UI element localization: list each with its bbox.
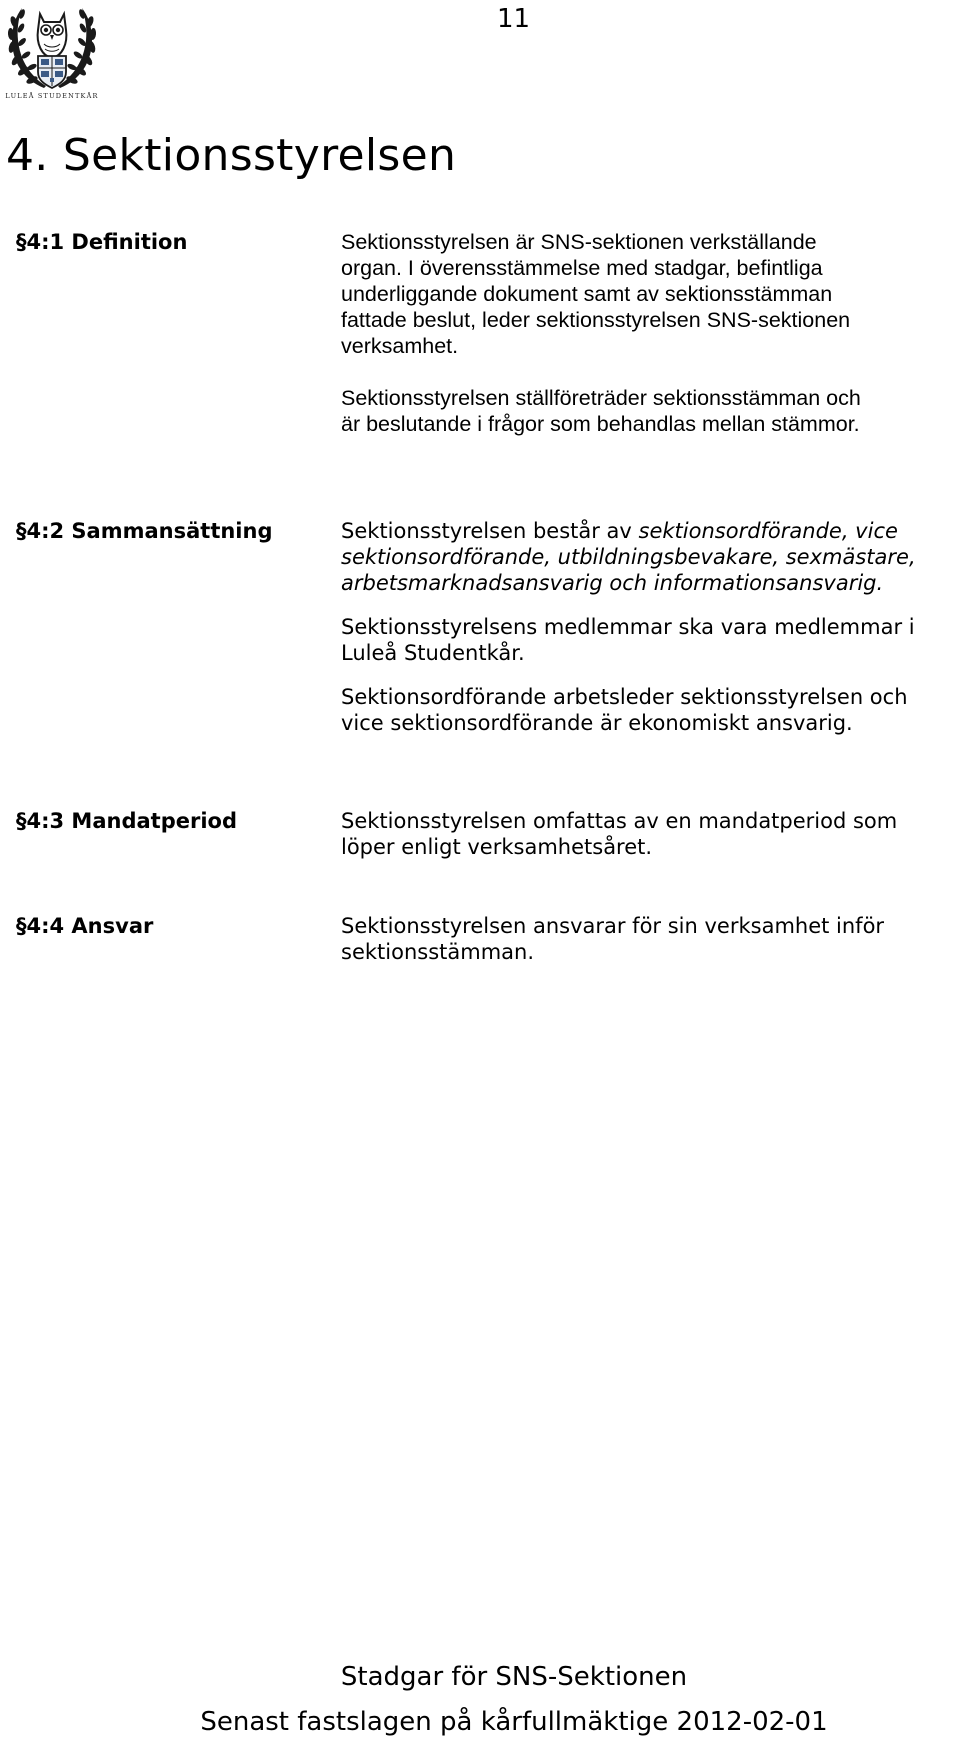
owl-crest-logo-icon bbox=[4, 0, 100, 92]
composition-prefix: Sektionsstyrelsen består av bbox=[341, 519, 639, 543]
section-label: §4:4 Ansvar bbox=[16, 914, 154, 938]
chapter-title: 4. Sektionsstyrelsen bbox=[6, 130, 457, 181]
paragraph: Sektionsstyrelsen är SNS-sektionen verkställande organ. I överensstämmelse med stadgar, befintliga underliggande dokument samt av sektionsstämman fattade beslut, leder sektionsstyrelsen SNS-sektionen verksamhet. bbox=[341, 230, 851, 358]
section-label: §4:3 Mandatperiod bbox=[16, 809, 237, 833]
section-label: §4:2 Sammansättning bbox=[16, 519, 273, 543]
section-body bbox=[341, 229, 960, 437]
logo-text: LULEÅ STUDENTKÅR bbox=[5, 92, 99, 100]
section-body bbox=[341, 913, 960, 965]
section-body bbox=[341, 808, 960, 860]
paragraph: Sektionsstyrelsen omfattas av en mandatperiod som löper enligt verksamhetsåret. bbox=[341, 809, 898, 859]
page-number: 11 bbox=[497, 4, 531, 34]
footer-title: Stadgar för SNS-Sektionen bbox=[340, 1662, 688, 1692]
paragraph: Sektionsordförande arbetsleder sektionsstyrelsen och vice sektionsordförande är ekonomiskt ansvarig. bbox=[341, 685, 908, 735]
composition-paragraph bbox=[341, 518, 960, 596]
paragraph: Sektionsstyrelsen ställföreträder sektionsstämman och är beslutande i frågor som behandlas mellan stämmor. bbox=[341, 386, 861, 436]
paragraph: Sektionsstyrelsens medlemmar ska vara medlemmar i Luleå Studentkår. bbox=[341, 615, 915, 665]
section-label: §4:1 Definition bbox=[16, 230, 188, 254]
footer-subtitle: Senast fastslagen på kårfullmäktige 2012-02-01 bbox=[200, 1707, 828, 1737]
paragraph: Sektionsstyrelsen ansvarar för sin verksamhet inför sektionsstämman. bbox=[341, 914, 885, 964]
luleå-studentkår-logo bbox=[4, 0, 100, 104]
composition-roles: sektionsordförande, vice sektionsordförande, utbildningsbevakare, sexmästare, arbetsmarknadsansvarig och informationsansvarig. bbox=[341, 519, 916, 595]
section-body bbox=[341, 518, 960, 736]
